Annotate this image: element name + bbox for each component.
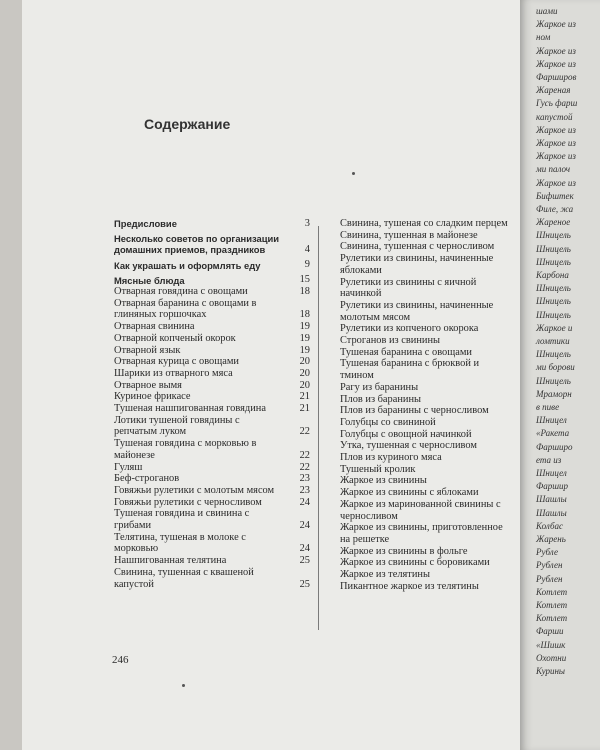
toc-entry-title: Гуляш	[114, 461, 143, 473]
toc-entry-title: Отварной язык	[114, 344, 181, 356]
toc-entry-page: 23	[299, 484, 310, 496]
toc-entry-title: Плов из баранины с черносливом	[340, 405, 489, 417]
facing-page-line: шами	[536, 6, 558, 16]
toc-entry-page: 20	[299, 367, 310, 379]
print-speck	[182, 684, 185, 687]
toc-entry	[114, 555, 310, 567]
column-divider	[318, 226, 319, 630]
toc-entry	[340, 241, 538, 253]
toc-entry-title: Плов из куриного мяса	[340, 452, 442, 464]
print-speck	[352, 172, 355, 175]
toc-entry-page: 22	[299, 449, 310, 461]
toc-entry-page: 18	[299, 309, 310, 321]
toc-entry	[340, 347, 538, 359]
toc-entry	[340, 405, 538, 417]
page-title: Содержание	[144, 116, 231, 132]
toc-column-right	[340, 218, 538, 593]
facing-page-line: Шницель	[536, 283, 571, 294]
toc-entry-page: 25	[299, 578, 310, 590]
facing-page-line: ном	[536, 32, 551, 43]
facing-page-line: ломтики	[536, 336, 570, 346]
facing-page-line: Шницел	[536, 415, 567, 426]
facing-page-line: Фарширов	[536, 72, 577, 82]
toc-entry-title: Тушеная нашпигованная говядина	[114, 403, 266, 415]
toc-entry-title: Жаркое из свинины в фольге	[340, 545, 468, 557]
toc-entry-title: Рулетики из свинины, начиненные яблоками	[340, 253, 494, 276]
toc-entry	[340, 417, 538, 429]
toc-entry-title: Жаркое из свинины с боровиками	[340, 557, 490, 569]
toc-entry	[114, 415, 310, 438]
toc-entry-title: Отварная говядина с овощами	[114, 286, 248, 298]
facing-page-line: капустой	[536, 111, 573, 122]
toc-entry-title: Тушеная баранина с овощами	[340, 346, 472, 358]
facing-page-line: Шницель	[536, 375, 571, 386]
toc-entry	[340, 522, 538, 545]
toc-entry	[340, 440, 538, 452]
toc-entry-title: Отварной копченый окорок	[114, 332, 236, 344]
facing-page-line: Рублен	[536, 573, 563, 584]
toc-entry-title: Голубцы со свининой	[340, 416, 436, 428]
toc-entry	[340, 557, 538, 569]
toc-entry-title: Рулетики из свинины, начиненные молотым мясом	[340, 299, 494, 323]
facing-page-line: Шницель	[536, 296, 571, 307]
toc-entry-title: Жаркое из свинины, приготовленное на решетке	[340, 522, 503, 545]
toc-entry-page: 20	[299, 379, 310, 391]
toc-entry	[114, 260, 310, 271]
toc-entry	[340, 335, 538, 347]
toc-entry	[114, 403, 310, 415]
toc-entry-title: Рулетики из копченого окорока	[340, 323, 479, 335]
toc-entry-page: 4	[304, 243, 310, 255]
toc-entry-page: 3	[304, 217, 310, 229]
toc-entry-title: Телятина, тушеная в молоке с морковью	[114, 531, 246, 555]
facing-page-line: Жаркое из	[536, 177, 576, 188]
toc-entry-page: 15	[299, 274, 310, 286]
facing-page-line: Рубле	[536, 547, 558, 558]
facing-page-line: Шницель	[536, 243, 571, 254]
toc-entry-title: Плов из баранины	[340, 393, 422, 405]
facing-page-line: Мраморн	[536, 388, 572, 399]
toc-entry-page: 23	[299, 473, 310, 485]
toc-entry	[340, 300, 538, 323]
facing-page-line: Жаркое из	[536, 124, 576, 135]
toc-entry	[340, 358, 538, 381]
facing-page-line: Жарень	[536, 534, 566, 544]
toc-entry-page: 24	[299, 543, 310, 555]
facing-page-line: Шницель	[536, 230, 571, 241]
toc-entry-title: Рулетики из свинины с яичной начинкой	[340, 276, 477, 300]
toc-entry-page: 21	[299, 391, 310, 403]
toc-entry	[114, 380, 310, 392]
facing-page-line: Фарширо	[536, 441, 573, 452]
facing-page-line: Филе, жа	[536, 204, 574, 214]
toc-entry	[340, 452, 538, 464]
facing-page-line: Шницель	[536, 349, 571, 360]
toc-entry-title: Как украшать и оформлять еду	[114, 259, 261, 271]
toc-entry-title: Свинина, тушенная в майонезе	[340, 229, 478, 241]
toc-entry-title: Свинина, тушенная с квашеной капустой	[114, 566, 254, 590]
toc-entry	[114, 321, 310, 333]
facing-page-line: в пиве	[536, 402, 560, 412]
toc-entry-title: Шарики из отварного мяса	[114, 367, 233, 379]
facing-page-line: «Шишк	[536, 639, 566, 650]
toc-entry	[340, 499, 538, 522]
facing-page-line: Карбона	[536, 270, 569, 280]
toc-entry-title: Отварное вымя	[114, 379, 182, 391]
toc-entry	[340, 218, 538, 230]
toc-entry	[114, 333, 310, 345]
facing-page-line: Жареная	[536, 85, 571, 96]
facing-page-line: Шницел	[536, 468, 567, 478]
toc-entry	[340, 546, 538, 558]
toc-entry	[340, 277, 538, 300]
facing-page-line: Шницель	[536, 256, 571, 267]
toc-entry	[114, 508, 310, 531]
toc-entry-title: Куриное фрикасе	[114, 391, 191, 403]
toc-entry-title: Беф-строганов	[114, 473, 180, 485]
toc-entry	[114, 567, 310, 590]
facing-page-line: Котлет	[536, 613, 568, 624]
toc-entry-page: 20	[299, 356, 310, 368]
toc-entry-title: Тушеная говядина и свинина с грибами	[114, 508, 250, 532]
toc-entry-page: 19	[299, 321, 310, 333]
facing-page-line: Жаркое из	[536, 151, 576, 162]
facing-page-line: Фарши	[536, 626, 564, 637]
toc-entry-page: 25	[299, 555, 310, 567]
toc-entry	[114, 218, 310, 229]
toc-entry	[340, 230, 538, 242]
facing-page-line: Фаршир	[536, 481, 569, 492]
toc-entry-title: Жаркое из маринованной свинины с черносливом	[340, 498, 501, 522]
toc-entry-title: Рагу из баранины	[340, 381, 419, 393]
toc-entry	[114, 391, 310, 403]
toc-entry-page: 9	[304, 259, 310, 271]
toc-entry	[340, 487, 538, 499]
toc-column-left	[114, 218, 310, 590]
toc-entry-title: Отварная свинина	[114, 321, 195, 333]
book-page	[22, 0, 520, 750]
toc-entry	[114, 532, 310, 555]
toc-entry-page: 24	[299, 496, 310, 508]
toc-entry-page: 22	[299, 426, 310, 438]
facing-page-line: Шашлы	[536, 507, 567, 518]
toc-entry	[340, 253, 538, 276]
facing-page-line: Рублен	[536, 560, 563, 571]
toc-entry	[340, 382, 538, 394]
toc-entry-title: Жаркое из свинины с яблоками	[340, 487, 479, 499]
facing-page-line: «Ракета	[536, 428, 570, 439]
toc-entry-title: Говяжьи рулетики с черносливом	[114, 496, 262, 508]
toc-entry-title: Утка, тушенная с черносливом	[340, 440, 477, 452]
toc-entry-page: 22	[299, 461, 310, 473]
facing-page-line: Охотни	[536, 652, 567, 663]
toc-entry-title: Отварная баранина с овощами в глиняных горшочках	[114, 297, 257, 321]
toc-entry	[114, 462, 310, 474]
toc-entry-title: Мясные блюда	[114, 274, 185, 286]
facing-page-line: Жаркое из	[536, 58, 576, 69]
toc-entry-page: 19	[299, 332, 310, 344]
toc-entry-title: Тушеная говядина с морковью в майонезе	[114, 438, 257, 461]
toc-entry-title: Лотики тушеной говядины с репчатым луком	[114, 414, 240, 438]
facing-page-line: ми борови	[536, 362, 575, 373]
toc-entry-title: Несколько советов по организации домашних приемов, праздников	[114, 233, 280, 256]
toc-entry	[114, 438, 310, 461]
facing-page-line: Жаркое из	[536, 45, 576, 56]
toc-entry	[114, 298, 310, 321]
toc-entry-title: Голубцы с овощной начинкой	[340, 428, 472, 440]
toc-entry-title: Свинина, тушенная с черносливом	[340, 241, 495, 253]
facing-page-line: Курины	[536, 666, 566, 676]
facing-page-line: Колбас	[536, 520, 563, 531]
facing-page-line: Гусь фарш	[536, 98, 578, 109]
toc-entry	[114, 497, 310, 509]
toc-entry	[114, 356, 310, 368]
toc-entry	[340, 475, 538, 487]
toc-entry	[114, 345, 310, 357]
toc-entry	[114, 233, 310, 255]
toc-entry-page: 18	[299, 286, 310, 298]
facing-page-line: Жаркое и	[536, 322, 573, 333]
facing-page-line: Жаркое из	[536, 138, 576, 148]
toc-entry	[340, 569, 538, 581]
toc-entry	[340, 394, 538, 406]
toc-entry-title: Жаркое из телятины	[340, 569, 430, 581]
toc-entry-title: Свинина, тушеная со сладким перцем	[340, 218, 508, 229]
toc-entry-title: Тушеная баранина с брюквой и тмином	[340, 358, 480, 382]
toc-entry	[114, 286, 310, 298]
toc-entry-title: Жаркое из свинины	[340, 475, 427, 487]
page-number: 246	[112, 654, 129, 666]
facing-page	[520, 0, 600, 750]
toc-entry-title: Тушеный кролик	[340, 463, 416, 475]
toc-entry-title: Отварная курица с овощами	[114, 356, 239, 368]
toc-entry	[340, 464, 538, 476]
facing-page-line: Шашлы	[536, 494, 567, 505]
facing-page-line: Жаркое из	[536, 19, 576, 30]
facing-page-line: ета из	[536, 454, 562, 465]
facing-page-line: Шницель	[536, 309, 571, 320]
toc-entry-title: Предисловие	[114, 218, 177, 229]
facing-page-line: Котлет	[536, 586, 568, 597]
toc-entry-page: 21	[299, 403, 310, 415]
toc-entry	[340, 323, 538, 335]
toc-entry-title: Пикантное жаркое из телятины	[340, 580, 479, 592]
toc-entry	[114, 485, 310, 497]
toc-entry-title: Говяжьи рулетики с молотым мясом	[114, 484, 275, 496]
facing-page-line: Котлет	[536, 600, 568, 610]
toc-entry-page: 24	[299, 520, 310, 532]
toc-entry	[114, 275, 310, 286]
facing-page-line: Бифштек	[536, 190, 574, 201]
facing-page-line: Жареное	[536, 217, 571, 228]
toc-entry	[114, 473, 310, 485]
toc-entry-title: Строганов из свинины	[340, 335, 440, 347]
toc-entry	[340, 429, 538, 441]
toc-entry-title: Нашпигованная телятина	[114, 555, 227, 567]
toc-entry	[340, 581, 538, 593]
facing-page-line: ми палоч	[536, 164, 571, 175]
toc-entry-page: 19	[299, 344, 310, 356]
toc-entry	[114, 368, 310, 380]
